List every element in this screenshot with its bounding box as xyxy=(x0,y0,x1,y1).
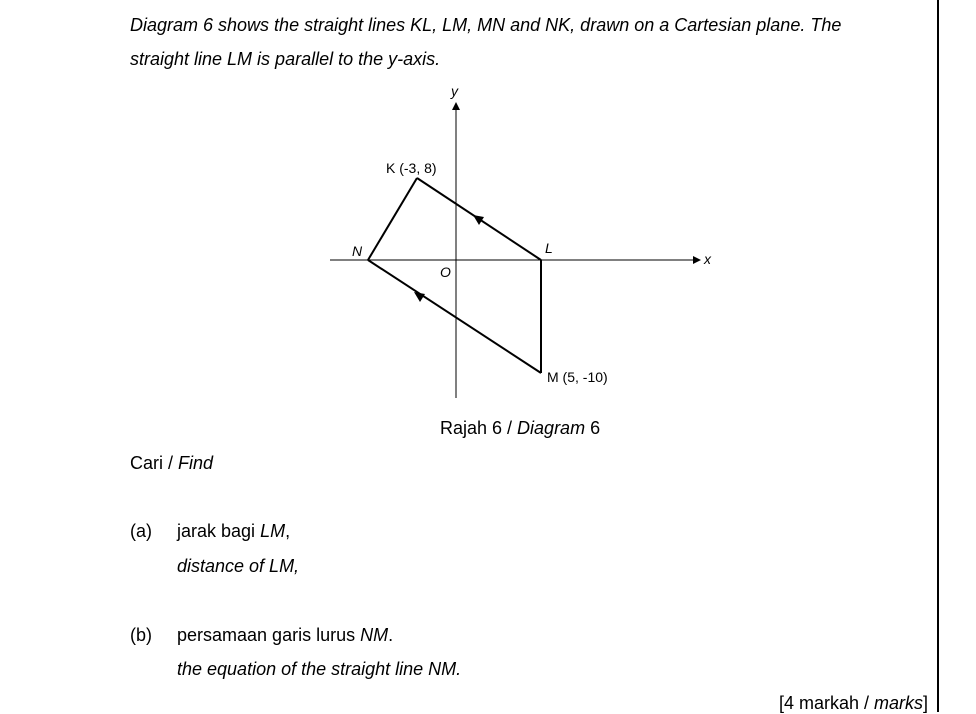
caption-english: Diagram xyxy=(517,418,586,438)
intro-line-1: Diagram 6 shows the straight lines KL, LM, MN and NK, drawn on a Cartesian plane. The xyxy=(130,15,842,35)
question-a-malay xyxy=(177,521,290,542)
qb-malay-term: NM xyxy=(360,625,389,645)
marks-allocation xyxy=(779,693,928,714)
question-b-malay xyxy=(177,625,393,646)
qa-malay-suffix: , xyxy=(285,521,291,541)
arrowhead-KL xyxy=(473,215,484,225)
qb-malay-prefix: persamaan garis lurus xyxy=(177,625,361,645)
find-heading xyxy=(130,453,213,474)
caption-number: 6 xyxy=(585,418,601,438)
question-b-english: the equation of the straight line NM. xyxy=(177,659,462,679)
y-axis-label: y xyxy=(451,83,458,99)
qb-malay-suffix: . xyxy=(388,625,394,645)
diagram-caption xyxy=(440,418,600,439)
cartesian-diagram xyxy=(320,78,720,408)
qa-malay-term: LM xyxy=(260,521,286,541)
find-english: Find xyxy=(178,453,214,473)
marks-english: marks xyxy=(873,693,923,713)
question-a-english: distance of LM, xyxy=(177,556,300,576)
intro-line-2: straight line LM is parallel to the y-axis. xyxy=(130,49,441,69)
page-border-line xyxy=(937,0,939,712)
marks-open: [4 markah / xyxy=(778,693,874,713)
caption-malay: Rajah 6 / xyxy=(440,418,518,438)
line-MN xyxy=(368,260,541,373)
point-K-label: K (-3, 8) xyxy=(386,160,437,176)
point-M-label: M (5, -10) xyxy=(547,369,608,385)
point-N-label: N xyxy=(352,243,363,259)
point-L-label: L xyxy=(545,240,553,256)
question-a-label: (a) xyxy=(130,521,152,541)
find-malay: Cari / xyxy=(130,453,179,473)
question-intro xyxy=(130,8,936,76)
x-axis-label: x xyxy=(704,251,711,267)
question-b-label: (b) xyxy=(130,625,152,645)
line-NK xyxy=(368,178,417,260)
origin-label: O xyxy=(440,264,451,280)
marks-close: ] xyxy=(922,693,928,713)
qa-malay-prefix: jarak bagi xyxy=(177,521,261,541)
